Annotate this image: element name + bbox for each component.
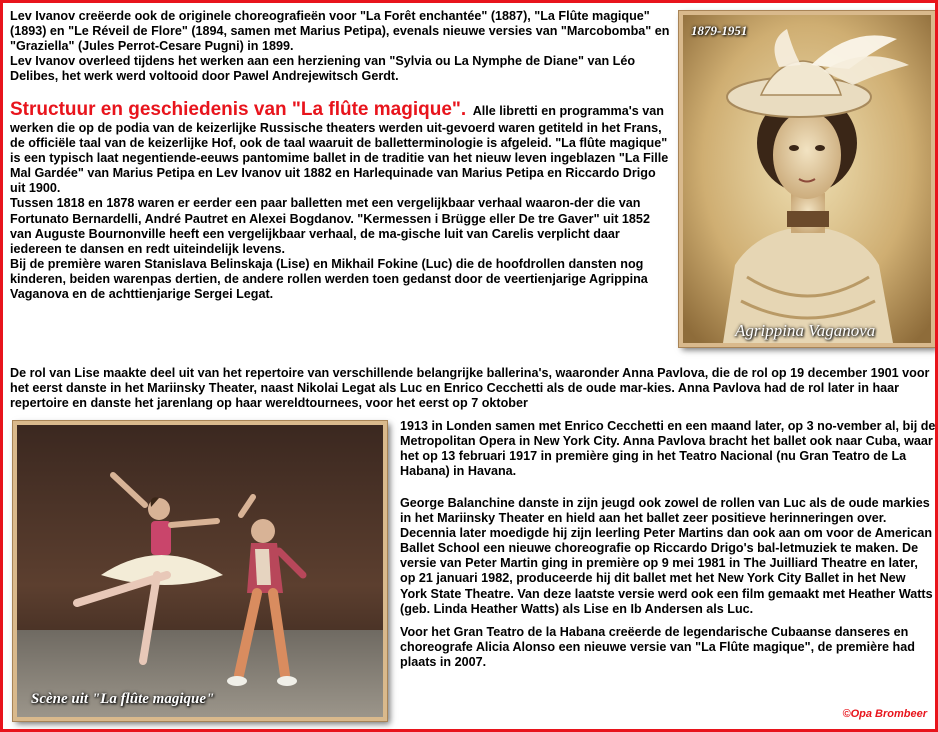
right-paragraph-3: Voor het Gran Teatro de la Habana creëerde de legendarische Cubaanse danseres en choreografe Alicia Alonso een nieuwe versie van "La Flûte magique", de première had plaats in 2007.	[400, 624, 915, 669]
intro-paragraph-2: Lev Ivanov overleed tijdens het werken aan een herziening van "Sylvia ou La Nymphe de Diane" van Léo Delibes, het werk werd voltooid door Pawel Andrejewitsch Gerdt.	[10, 54, 636, 84]
middle-text-continued	[400, 419, 936, 479]
section-text	[10, 99, 674, 302]
middle-paragraph: De rol van Lise maakte deel uit van het repertoire van verschillende belangrijke ballerina's, waaronder Anna Pavlova, die de rol op 19 december 1901 voor het eerst danste in het Mariinsky Theater, naast Nikolai Legat als Luc en Enrico Cecchetti als de oude mar-kies. Anna Pavlova had de rol later in haar repertoire en danste het jarenlang op haar wereldtournees, voor het eerst op 7 oktober	[10, 366, 930, 411]
middle-text	[10, 366, 934, 411]
section-paragraph-2: Tussen 1818 en 1878 waren er eerder een paar balletten met een vergelijkbaar verhaal waaron-der die van Fortunato Bernardelli, André Pautret en Alexei Bogdanov. "Kermessen i Brügge eller De tre Gaver" uit 1852 van Auguste Bournonville heeft een vergelijkbaar verhaal, de ma-gische luit van Carelis verplicht daar iedereen te dansen en redt uiteindelijk levens.	[10, 196, 650, 256]
intro-paragraph-1: Lev Ivanov creëerde ook de originele choreografieën voor "La Forêt enchantée" (1887), "La Flûte magique" (1893) en "Le Réveil de Flore" (1894, samen met Marius Petipa), evenals nieuwe versies van "Marcobomba" en "Graziella" (Jules Perrot-Cesare Pugni) in 1899.	[10, 9, 670, 54]
portrait-illustration	[683, 15, 931, 343]
portrait-year-caption: 1879-1951	[691, 23, 748, 38]
scene-photo	[13, 421, 387, 721]
copyright-notice: ©Opa Brombeer	[842, 708, 927, 720]
right-paragraph-2: Decennia later moedigde hij zijn leerling Peter Martins dan ook aan om voor de American Ballet School een nieuwe choreografie op Riccardo Drigo's bal-letmuziek te maken. De versie van Peter Martin ging in première op 9 mei 1981 in The Juilliard Theatre en later, op 21 januari 1982, produceerde hij dit ballet met het New York City Ballet in het New York State Theatre. Van deze laatste versie werd ook een film gemaakt met Heather Watts (geb. Linda Heather Watts) als Lise en Ib Andersen als Luc.	[400, 526, 933, 616]
section-paragraph-1-text: Alle libretti en programma's van werken die op de podia van de keizerlijke Russische theaters werden uit-gevoerd waren getiteld in het Frans, de officiële taal van de keizerlijke Hof, ook de taal waaruit de balletterminologie is afgeleid. "La flûte magique" is een typisch laat negentiende-eeuws pantomime ballet in de traditie van het nieuw leven ingeblazen "La Fille Mal Gardée" van Marius Petipa en Lev Ivanov uit 1882 en Harlequinade van Marius Petipa en Riccardo Drigo uit 1900.	[10, 104, 669, 196]
section-paragraph-1	[10, 99, 674, 196]
portrait-name-caption: Agrippina Vaganova	[735, 321, 876, 340]
portrait-photo	[679, 11, 935, 347]
scene-caption: Scène uit "La flûte magique"	[31, 691, 215, 707]
right-column-text	[400, 496, 934, 670]
section-heading: Structuur en geschiedenis van "La flûte magique".	[10, 99, 467, 120]
middle-paragraph-continued: 1913 in Londen samen met Enrico Cecchetti en een maand later, op 3 no-vember al, bij de Metropolitan Opera in New York City. Anna Pavlova bracht het ballet ook naar Cuba, waar het op 13 februari 1917 in première ging in het Teatro Nacional (nu Gran Teatro de La Habana) in Havana.	[400, 419, 936, 479]
intro-text	[10, 9, 676, 84]
section-paragraph-3: Bij de première waren Stanislava Belinskaja (Lise) en Mikhail Fokine (Luc) die de hoofdrollen dansten nog kinderen, beiden warenpas dertien, de andere rollen werden toen gedanst door de veertienjarige Agrippina Vaganova en de achttienjarige Sergei Legat.	[10, 256, 648, 302]
right-paragraph-1: George Balanchine danste in zijn jeugd ook zowel de rollen van Luc als de oude markies in het Mariinsky Theater en hield aan het ballet zeer positieve herinneringen over.	[400, 496, 930, 526]
scene-illustration	[17, 425, 383, 717]
